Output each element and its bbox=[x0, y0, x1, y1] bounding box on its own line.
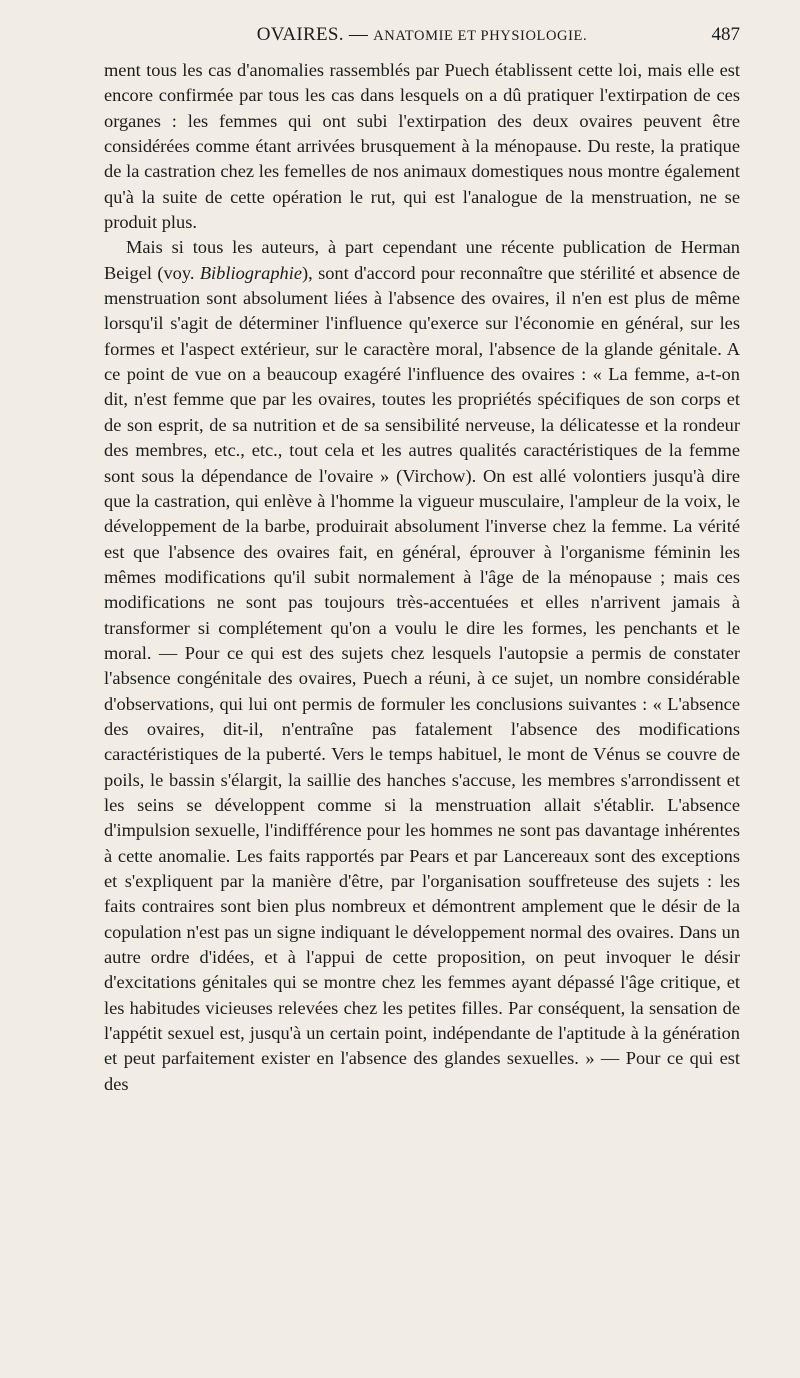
paragraph-1: ment tous les cas d'anomalies rassemblés par Puech établissent cette loi, mais elle est encore confirmée par tous les cas dans lesquels on a dû pratiquer l'extirpation de ces organes : les femmes qui ont subi l'extirpation des deux ovaires peuvent être considérées comme étant arrivées brusquement à la ménopause. Du reste, la pratique de la castration chez les femelles de nos animaux domestiques nous montre également qu'à la suite de cette opération le rut, qui est l'analogue de la menstruation, ne se produit plus. bbox=[104, 60, 740, 233]
paragraph-2 bbox=[104, 235, 740, 1097]
bibliographie-reference: Bibliographie bbox=[199, 262, 302, 283]
page-number: 487 bbox=[711, 24, 740, 45]
running-title bbox=[257, 0, 588, 46]
body-text bbox=[104, 58, 740, 1097]
running-title-main: OVAIRES. — bbox=[256, 24, 369, 45]
running-title-sub: ANATOMIE ET PHYSIOLOGIE. bbox=[373, 28, 588, 44]
running-head bbox=[104, 0, 740, 58]
paragraph-2-before: Mais si tous les auteurs, à part cependant une récente publication de Herman Beigel (voy. bbox=[104, 237, 740, 283]
paragraph-2-after: ), sont d'accord pour reconnaître que stérilité et absence de menstruation sont absolument liées à l'absence des ovaires, il n'en est plus de même lorsqu'il s'agit de déterminer l'influence qu'exerce sur l'économie en général, sur les formes et l'aspect extérieur, sur le caractère moral, l'absence de la glande génitale. A ce point de vue on a beaucoup exagéré l'influence des ovaires : « La femme, a-t-on dit, n'est femme que par les ovaires, toutes les propriétés spécifiques de son corps et de son esprit, de sa nutrition et de sa sensibilité nerveuse, la délicatesse et la rondeur des membres, etc., etc., tout cela et les autres qualités caractéristiques de la femme sont sous la dépendance de l'ovaire » (Virchow). On est allé volontiers jusqu'à dire que la castration, qui enlève à l'homme la vigueur musculaire, l'ampleur de la voix, le développement de la barbe, produirait absolument l'inverse chez la femme. La vérité est que l'absence des ovaires fait, en général, éprouver à l'organisme féminin les mêmes modifications qu'il subit normalement à l'âge de la ménopause ; mais ces modifications ne sont pas toujours très-accentuées et elles n'arrivent jamais à transformer si complétement qu'on a voulu le dire les formes, les penchants et le moral. — Pour ce qui est des sujets chez lesquels l'autopsie a permis de constater l'absence congénitale des ovaires, Puech a réuni, à ce sujet, un nombre considérable d'observations, qui lui ont permis de formuler les conclusions suivantes : « L'absence des ovaires, dit-il, n'entraîne pas fatalement l'absence des modifications caractéristiques de la puberté. Vers le temps habituel, le mont de Vénus se couvre de poils, le bassin s'élargit, la saillie des hanches s'accuse, les membres s'arrondissent et les seins se développent comme si la menstruation allait s'établir. L'absence d'impulsion sexuelle, l'indifférence pour les hommes ne sont pas davantage inhérentes à cette anomalie. Les faits rapportés par Pears et par Lancereaux sont des exceptions et s'expliquent par la manière d'être, par l'organisation souffreteuse des sujets : les faits contraires sont bien plus nombreux et démontrent amplement que le désir de la copulation n'est pas un signe indiquant le développement normal des ovaires. Dans un autre ordre d'idées, et à l'appui de cette proposition, on peut invoquer le désir d'excitations génitales qui se montre chez les femmes ayant dépassé l'âge critique, et les habitudes vicieuses relevées chez les petites filles. Par conséquent, la sensation de l'appétit sexuel est, jusqu'à un certain point, indépendante de l'aptitude à la génération et peut parfaitement exister en l'absence des glandes sexuelles. » — Pour ce qui est des bbox=[104, 262, 740, 1094]
